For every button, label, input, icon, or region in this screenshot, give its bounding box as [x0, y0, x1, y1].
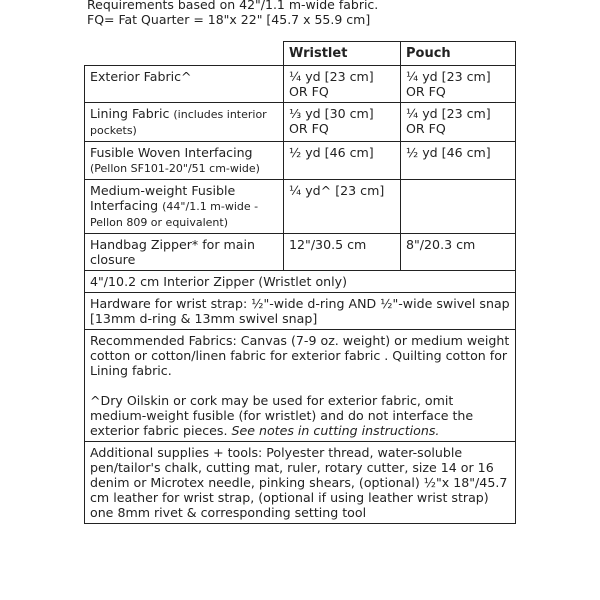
- interior-zipper: 4"/10.2 cm Interior Zipper (Wristlet only): [85, 271, 516, 293]
- medium-fusible-note: (44"/1.1 m-wide - Pellon 809 or equivalent): [90, 200, 259, 229]
- lining-wristlet: ⅓ yd [30 cm] OR FQ: [284, 103, 401, 142]
- spacer: [90, 378, 511, 393]
- header-pouch: Pouch: [401, 42, 516, 66]
- header-row: [85, 42, 516, 66]
- table-row: [85, 234, 516, 271]
- recommended-fabrics: Recommended Fabrics: Canvas (7-9 oz. weight) or medium weight cotton or cotton/linen fabric for exterior fabric . Quilting cotton for Lining fabric.: [90, 333, 510, 378]
- requirements-table: [84, 41, 516, 524]
- intro-line-1: Requirements based on 42"/1.1 m-wide fabric.: [87, 0, 379, 12]
- row-label: [85, 180, 284, 234]
- zipper-pouch: 8"/20.3 cm: [401, 234, 516, 271]
- fusible-woven-label: Fusible Woven Interfacing: [90, 145, 253, 160]
- medium-fusible-label: Medium-weight Fusible Interfacing: [90, 183, 236, 213]
- table-row: [85, 142, 516, 180]
- fusible-woven-pouch: ½ yd [46 cm]: [401, 142, 516, 180]
- zipper-label: Handbag Zipper* for main closure: [85, 234, 284, 271]
- header-wristlet: Wristlet: [284, 42, 401, 66]
- fusible-woven-note: (Pellon SF101-20"/51 cm-wide): [90, 162, 260, 175]
- lining-note: (includes interior pockets): [90, 108, 267, 137]
- recommended-fabrics-cell: [85, 330, 516, 442]
- oilskin-note: See notes in cutting instructions.: [231, 423, 440, 438]
- intro-line-2: FQ= Fat Quarter = 18"x 22" [45.7 x 55.9 cm]: [87, 12, 371, 27]
- additional-supplies: Additional supplies + tools: Polyester thread, water-soluble pen/tailor's chalk, cutting mat, ruler, rotary cutter, size 14 or 16 denim or Microtex needle, pinking shears, (optional) ½"x 18"/45.7 cm leather for wrist strap, (optional if using leather wrist strap) one 8mm rivet & corresponding setting tool: [85, 442, 516, 524]
- lining-pouch: ¼ yd [23 cm] OR FQ: [401, 103, 516, 142]
- fusible-woven-wristlet: ½ yd [46 cm]: [284, 142, 401, 180]
- table-row: [85, 180, 516, 234]
- table-row: [85, 442, 516, 524]
- medium-fusible-pouch: [401, 180, 516, 234]
- row-label: [85, 66, 284, 103]
- oilskin-text: ^Dry Oilskin or cork may be used for exterior fabric, omit medium-weight fusible (for wristlet) and do not interface the exterior fabric pieces.: [90, 393, 474, 438]
- requirements-intro: [87, 0, 378, 27]
- exterior-wristlet: ¼ yd [23 cm] OR FQ: [284, 66, 401, 103]
- exterior-label: Exterior Fabric^: [90, 69, 192, 84]
- hardware: Hardware for wrist strap: ½"-wide d-ring AND ½"-wide swivel snap [13mm d-ring & 13mm swivel snap]: [85, 293, 516, 330]
- row-label: [85, 103, 284, 142]
- table-row: [85, 293, 516, 330]
- table-row: [85, 66, 516, 103]
- table-row: [85, 271, 516, 293]
- header-blank: [85, 42, 284, 66]
- row-label: [85, 142, 284, 180]
- lining-label: Lining Fabric: [90, 106, 170, 121]
- oilskin-paragraph: [90, 393, 511, 438]
- zipper-wristlet: 12"/30.5 cm: [284, 234, 401, 271]
- exterior-pouch: ¼ yd [23 cm] OR FQ: [401, 66, 516, 103]
- table-row: [85, 330, 516, 442]
- medium-fusible-wristlet: ¼ yd^ [23 cm]: [284, 180, 401, 234]
- table-row: [85, 103, 516, 142]
